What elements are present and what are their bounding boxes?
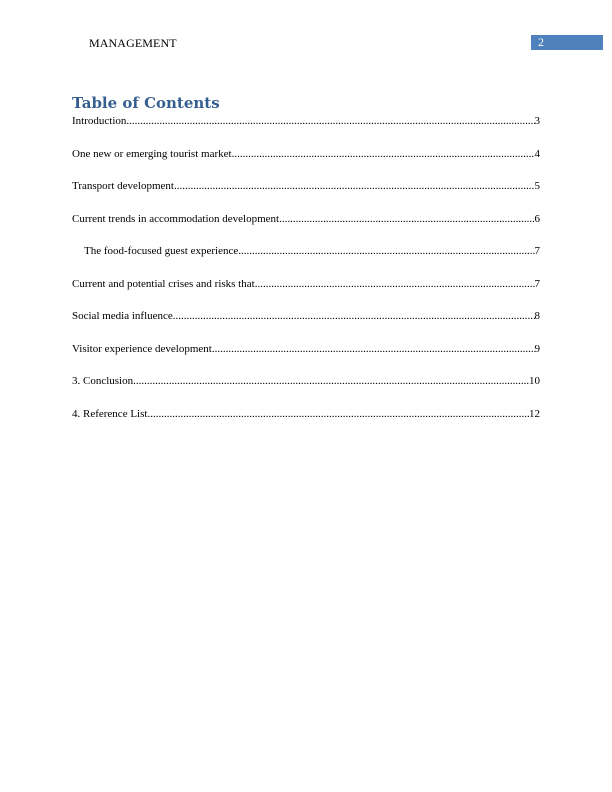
dot-leader — [126, 115, 534, 128]
page-number: 2 — [538, 35, 544, 49]
toc-entry-label: 4. Reference List — [72, 407, 148, 420]
page-number-badge — [531, 35, 603, 50]
toc-entry-food-experience[interactable] — [72, 245, 540, 258]
toc-entry-visitor-experience[interactable] — [72, 343, 540, 356]
toc-entry-page: 4 — [534, 147, 540, 160]
dot-leader — [279, 213, 534, 226]
toc-entry-transport[interactable] — [72, 180, 540, 193]
toc-entry-page: 12 — [529, 407, 540, 420]
toc-entry-page: 7 — [534, 245, 540, 257]
toc-entry-label: Visitor experience development — [72, 342, 212, 355]
toc-entry-social-media[interactable] — [72, 310, 540, 323]
toc-entry-reference-list[interactable] — [72, 408, 540, 421]
toc-entry-page: 10 — [529, 375, 540, 387]
dot-leader — [212, 343, 535, 356]
toc-entry-label: 3. Conclusion — [72, 375, 134, 387]
toc-entry-label: Current and potential crises and risks that — [72, 277, 255, 290]
toc-entry-crises-risks[interactable] — [72, 278, 540, 291]
toc-entry-page: 7 — [534, 277, 540, 290]
dot-leader — [232, 148, 535, 161]
dot-leader — [174, 180, 535, 193]
dot-leader — [238, 245, 534, 258]
toc-entry-label: Current trends in accommodation development — [72, 212, 280, 225]
dot-leader — [255, 278, 535, 291]
toc-entry-label: One new or emerging tourist market — [72, 147, 232, 160]
toc-entry-page: 5 — [534, 180, 540, 192]
toc-entry-emerging-market[interactable] — [72, 148, 540, 161]
running-header-title: MANAGEMENT — [89, 36, 177, 50]
toc-entry-label: Social media influence — [72, 310, 173, 322]
toc-entry-introduction[interactable] — [72, 115, 540, 128]
toc-entry-label: The food-focused guest experience — [84, 245, 239, 257]
toc-entry-label: Introduction — [72, 115, 127, 127]
toc-entry-accommodation[interactable] — [72, 213, 540, 226]
toc-entry-label: Transport development — [72, 180, 174, 192]
toc-entry-page: 3 — [534, 115, 540, 127]
toc-entry-conclusion[interactable] — [72, 375, 540, 388]
dot-leader — [133, 375, 529, 388]
toc-heading: Table of Contents — [72, 94, 220, 112]
toc-entry-page: 8 — [534, 310, 540, 322]
toc-entry-page: 6 — [534, 212, 540, 225]
table-of-contents — [72, 115, 540, 440]
dot-leader — [173, 310, 535, 323]
toc-entry-page: 9 — [534, 342, 540, 355]
dot-leader — [147, 408, 529, 421]
